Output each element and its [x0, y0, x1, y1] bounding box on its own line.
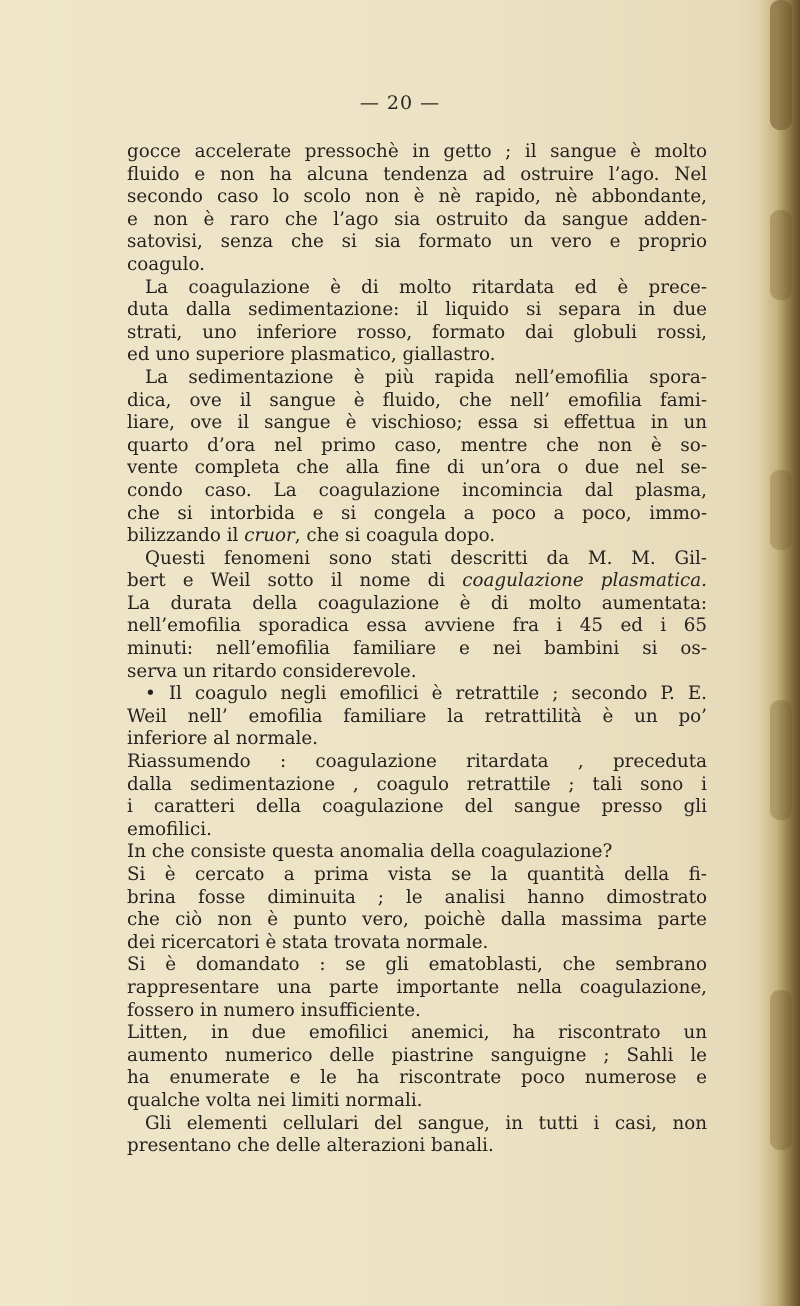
text-line: serva un ritardo considerevole.: [127, 660, 417, 682]
text-line: vente completa che alla fine di un’ora o due nel se-: [127, 457, 707, 479]
text-line: satovisi, senza che si sia formato un vero e proprio: [127, 231, 707, 253]
text-line: dalla sedimentazione , coagulo retrattile ; tali sono i: [127, 773, 707, 795]
text-line: bilizzando il cruor, che si coagula dopo.: [127, 525, 496, 547]
text-line: condo caso. La coagulazione incomincia dal plasma,: [127, 479, 707, 501]
text-line: aumento numerico delle piastrine sanguigne ; Sahli le: [127, 1044, 707, 1066]
text-line: fluido e non ha alcuna tendenza ad ostruire l’ago. Nel: [127, 163, 707, 185]
text-line: inferiore al normale.: [127, 728, 318, 750]
text-line: quarto d’ora nel primo caso, mentre che non è so-: [127, 434, 707, 456]
text-line: Si è cercato a prima vista se la quantità della fi-: [127, 864, 707, 885]
text-line: brina fosse diminuita ; le analisi hanno dimostrato: [127, 886, 707, 908]
text-line: bert e Weil sotto il nome di coagulazione plasmatica.: [127, 570, 707, 592]
text-line: ha enumerate e le ha riscontrate poco numerose e: [127, 1067, 707, 1089]
text-line: coagulo.: [127, 253, 205, 275]
text-line: ed uno superiore plasmatico, giallastro.: [127, 344, 496, 366]
text-line: Questi fenomeni sono stati descritti da M. M. Gil-: [145, 547, 707, 569]
text-line: Litten, in due emofilici anemici, ha riscontrato un: [127, 1022, 707, 1044]
text-line: nell’emofilia sporadica essa avviene fra i 45 ed i 65: [127, 615, 707, 637]
page-number: — 20 —: [359, 92, 441, 114]
page-edge-stain: [770, 990, 792, 1150]
text-line: i caratteri della coagulazione del sangue presso gli: [127, 796, 707, 818]
text-line: rappresentare una parte importante nella coagulazione,: [127, 976, 707, 998]
text-line: La coagulazione è di molto ritardata ed è prece-: [145, 276, 707, 298]
page-edge-stain: [770, 210, 792, 300]
text-line: e non è raro che l’ago sia ostruito da sangue adden-: [127, 208, 707, 230]
text-line: Riassumendo : coagulazione ritardata , preceduta: [127, 751, 707, 773]
text-line: dei ricercatori è stata trovata normale.: [127, 931, 489, 953]
text-line: Weil nell’ emofilia familiare la retrattilità è un po’: [127, 705, 707, 727]
text-line: che si intorbida e si congela a poco a poco, immo-: [127, 502, 707, 524]
text-line: Gli elementi cellulari del sangue, in tutti i casi, non: [145, 1112, 707, 1134]
body-text: [127, 141, 707, 1158]
text-line: strati, uno inferiore rosso, formato dai globuli rossi,: [127, 321, 707, 343]
text-line: Si è domandato : se gli ematoblasti, che sembrano: [127, 954, 707, 976]
text-line: secondo caso lo scolo non è nè rapido, nè abbondante,: [127, 186, 707, 208]
text-line: duta dalla sedimentazione: il liquido si separa in due: [127, 299, 707, 321]
page-edge-stain: [770, 470, 792, 550]
text-line: • Il coagulo negli emofilici è retrattile ; secondo P. E.: [145, 683, 707, 705]
text-line: La durata della coagulazione è di molto aumentata:: [127, 592, 707, 614]
text-line: minuti: nell’emofilia familiare e nei bambini si os-: [127, 638, 707, 660]
page-edge-stain: [770, 700, 792, 820]
text-line: che ciò non è punto vero, poichè dalla massima parte: [127, 909, 707, 931]
text-line: liare, ove il sangue è vischioso; essa si effettua in un: [127, 412, 707, 434]
text-line: gocce accelerate pressochè in getto ; il sangue è molto: [127, 141, 707, 162]
text-line: presentano che delle alterazioni banali.: [127, 1135, 494, 1157]
text-line: fossero in numero insufficiente.: [127, 999, 421, 1021]
text-line: emofilici.: [127, 818, 212, 840]
text-line: dica, ove il sangue è fluido, che nell’ emofilia fami-: [127, 389, 707, 411]
text-line: La sedimentazione è più rapida nell’emofilia spora-: [145, 366, 707, 388]
text-line: In che consiste questa anomalia della coagulazione?: [127, 841, 613, 863]
text-line: qualche volta nei limiti normali.: [127, 1089, 423, 1111]
